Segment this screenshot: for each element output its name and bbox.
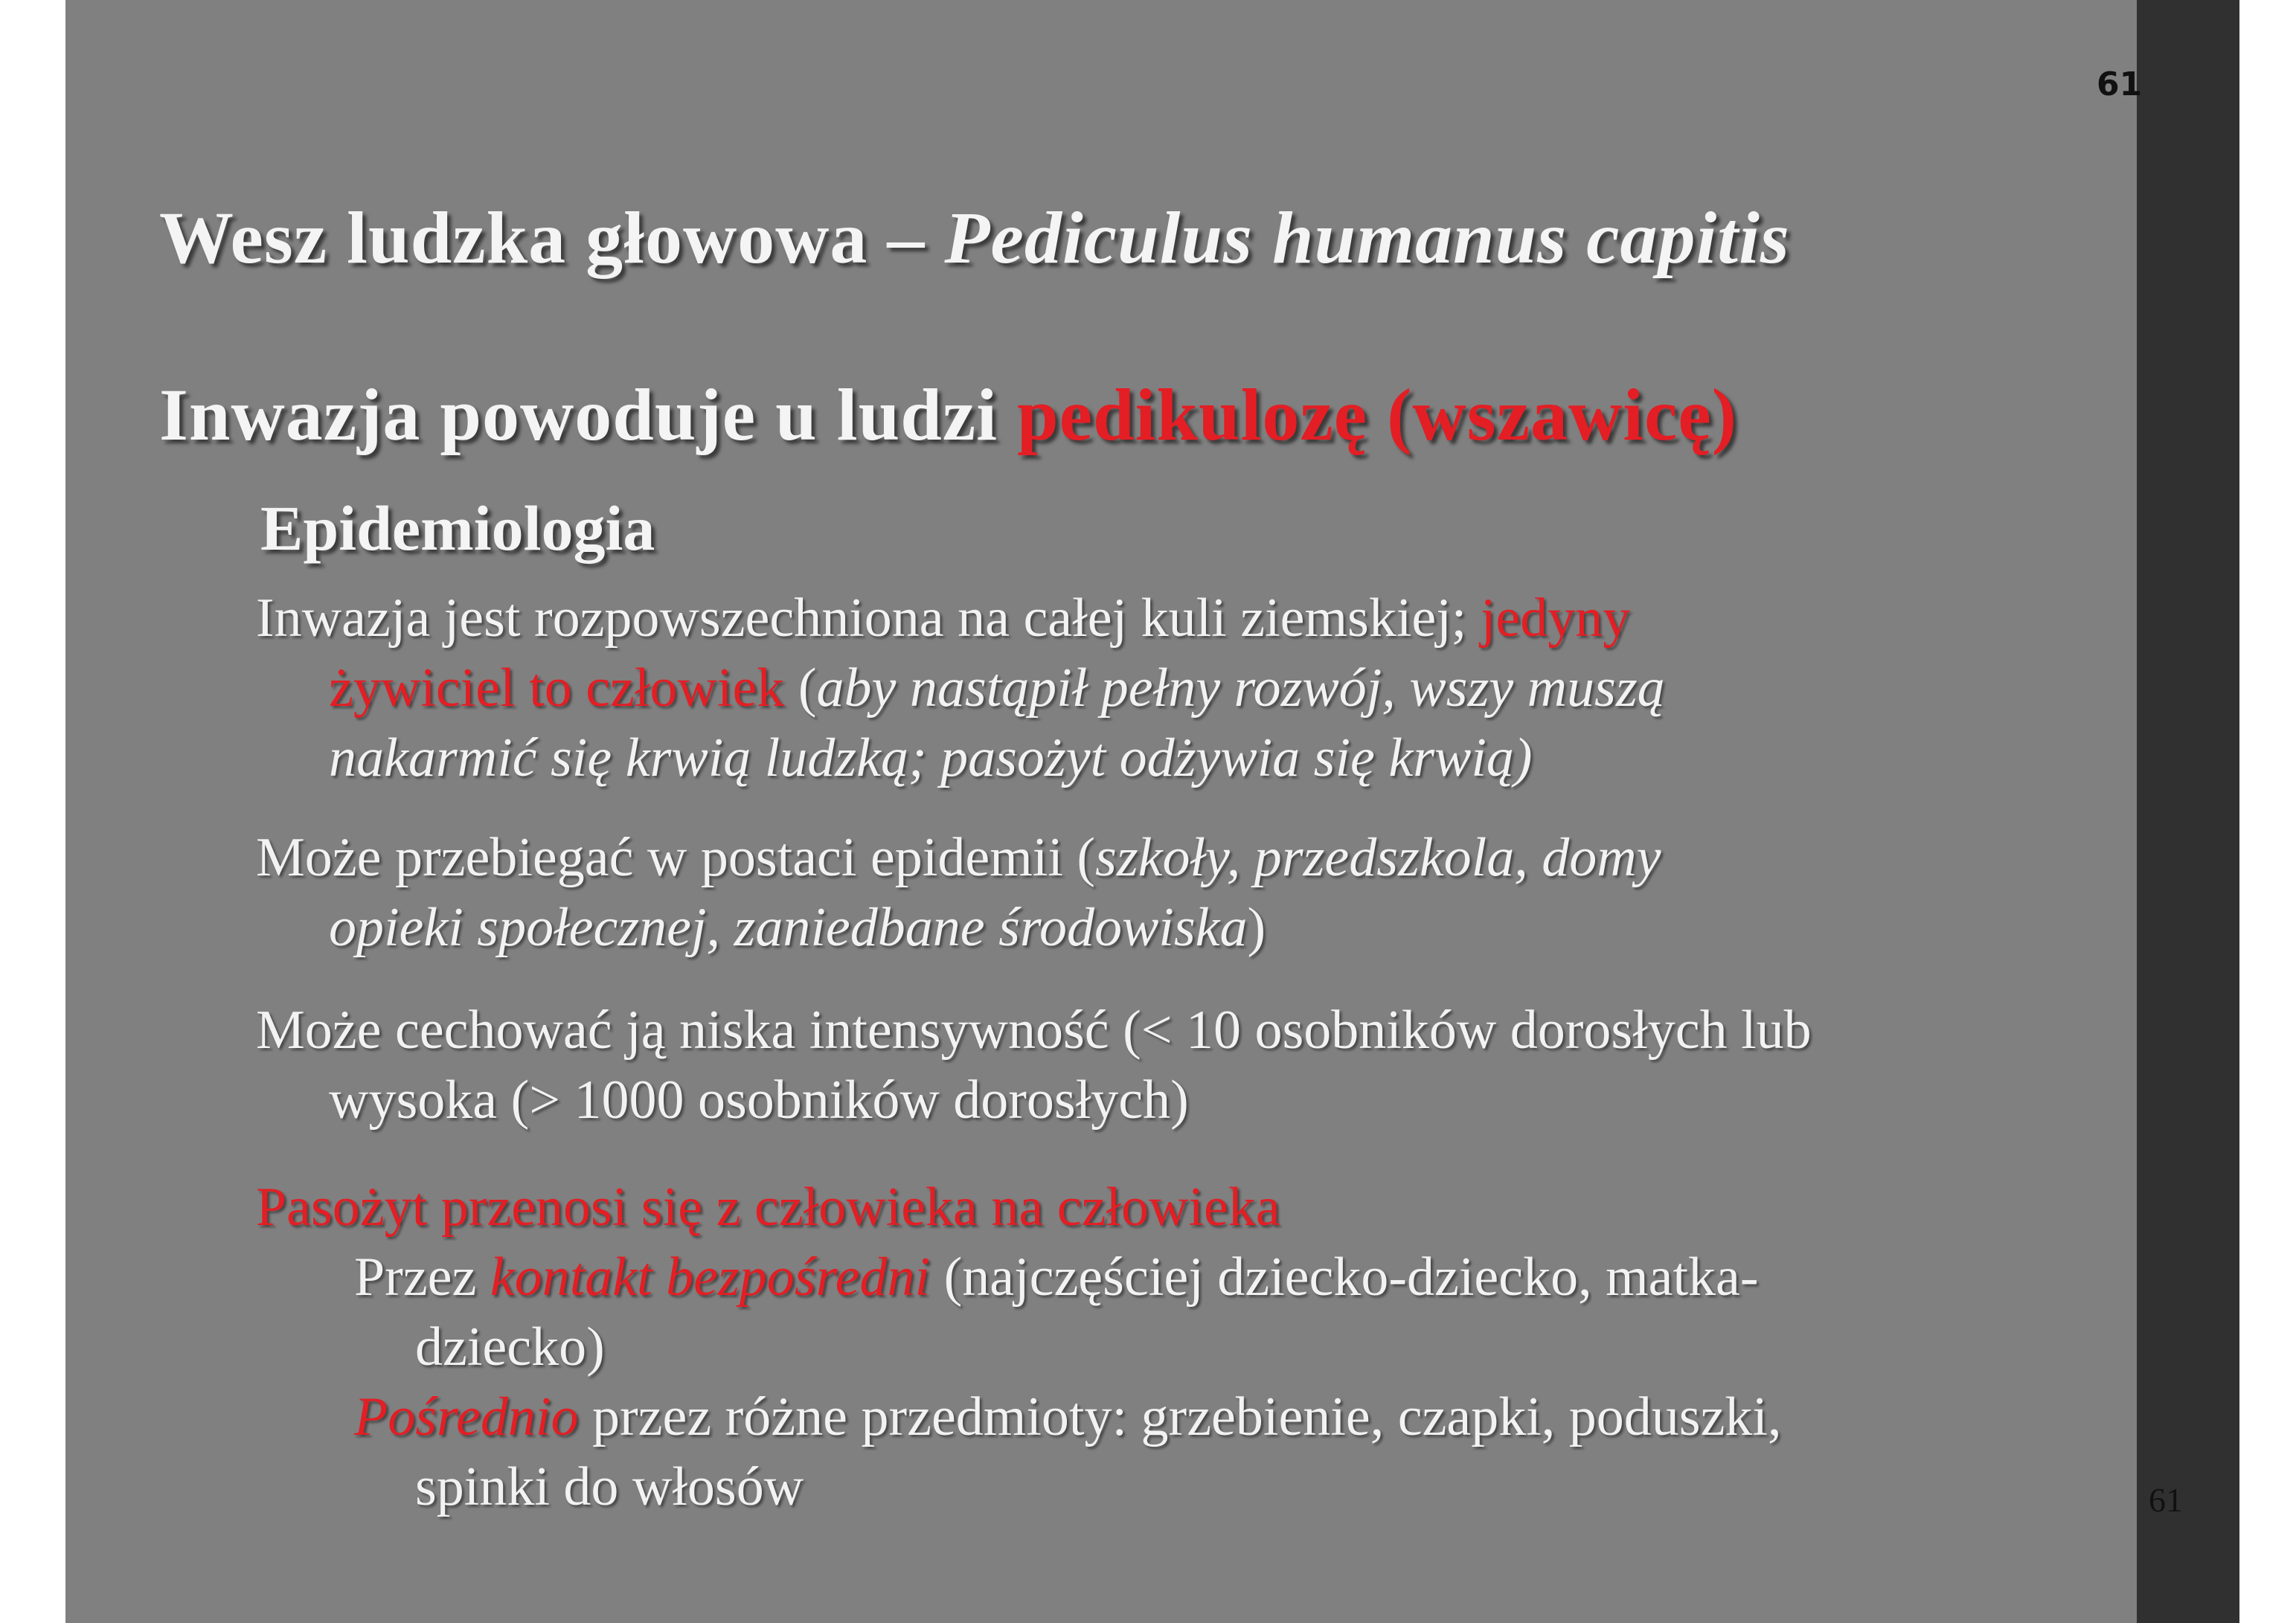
paragraph-1-line-2 [256,653,1665,723]
p2-line-1-italic: szkoły, przedszkola, domy [1095,827,1661,888]
paragraph-4 [256,1172,1781,1522]
p2-line-2-italic: opieki społecznej, zaniedbane środowiska [329,897,1248,958]
title-latin-name: Pediculus humanus capitis [944,196,1790,279]
paragraph-1-line-1 [256,583,1665,653]
paragraph-3 [256,995,1812,1135]
p1-line-1-text: Inwazja jest rozpowszechniona na całej kuli ziemskiej; [256,588,1481,649]
slide-number-bottom: 61 [2149,1481,2183,1519]
paragraph-2-line-2 [256,893,1661,962]
p4-line-2-text: Przez [354,1247,490,1308]
slide [65,0,2239,1623]
p4-line-2-highlight: kontakt bezpośredni [490,1247,931,1308]
p2-line-2-text: ) [1247,897,1266,958]
paragraph-4-line-2 [256,1242,1781,1312]
paragraph-4-line-4 [256,1382,1781,1452]
slide-title [159,195,1790,280]
p1-line-3-italic: nakarmić się krwią ludzką; pasożyt odżywia się krwią) [329,727,1533,788]
paragraph-4-line-1 [256,1172,1781,1242]
p1-line-1-highlight: jedyny [1480,588,1631,649]
p3-line-1-text: Może cechować ją niska intensywność (< 10 osobników dorosłych lub [256,1000,1812,1061]
slide-sidebar [2137,0,2239,1623]
subtitle-plain: Inwazja powoduje u ludzi [159,373,1017,456]
p4-line-1-highlight: Pasożyt przenosi się z człowieka na człowieka [256,1177,1280,1238]
paragraph-4-line-5 [256,1452,1781,1522]
p2-line-1-text: Może przebiegać w postaci epidemii ( [256,827,1096,888]
p1-line-2-text: ( [784,658,817,719]
section-heading: Epidemiologia [260,492,655,564]
paragraph-1 [256,583,1665,793]
p3-line-2-text: wysoka (> 1000 osobników dorosłych) [329,1070,1189,1131]
paragraph-3-line-2 [256,1065,1812,1135]
paragraph-2 [256,823,1661,962]
paragraph-3-line-1 [256,995,1812,1065]
p1-line-2-italic: aby nastąpił pełny rozwój, wszy muszą [816,658,1665,719]
slide-number-top: 61 [2097,65,2143,103]
p4-line-4-highlight: Pośrednio [354,1386,579,1447]
p1-line-2-highlight: żywiciel to człowiek [329,658,785,719]
p4-line-3-text: dziecko) [415,1317,605,1378]
p4-line-2-rest: (najczęściej dziecko-dziecko, matka- [930,1247,1759,1308]
p4-line-5-text: spinki do włosów [415,1456,804,1517]
slide-subtitle [159,372,1737,457]
paragraph-1-line-3 [256,723,1665,793]
subtitle-highlight: pedikulozę (wszawicę) [1016,373,1738,456]
paragraph-2-line-1 [256,823,1661,893]
paragraph-4-line-3 [256,1312,1781,1382]
p4-line-4-rest: przez różne przedmioty: grzebienie, czapki, poduszki, [578,1386,1782,1447]
title-plain: Wesz ludzka głowowa – [159,196,945,279]
